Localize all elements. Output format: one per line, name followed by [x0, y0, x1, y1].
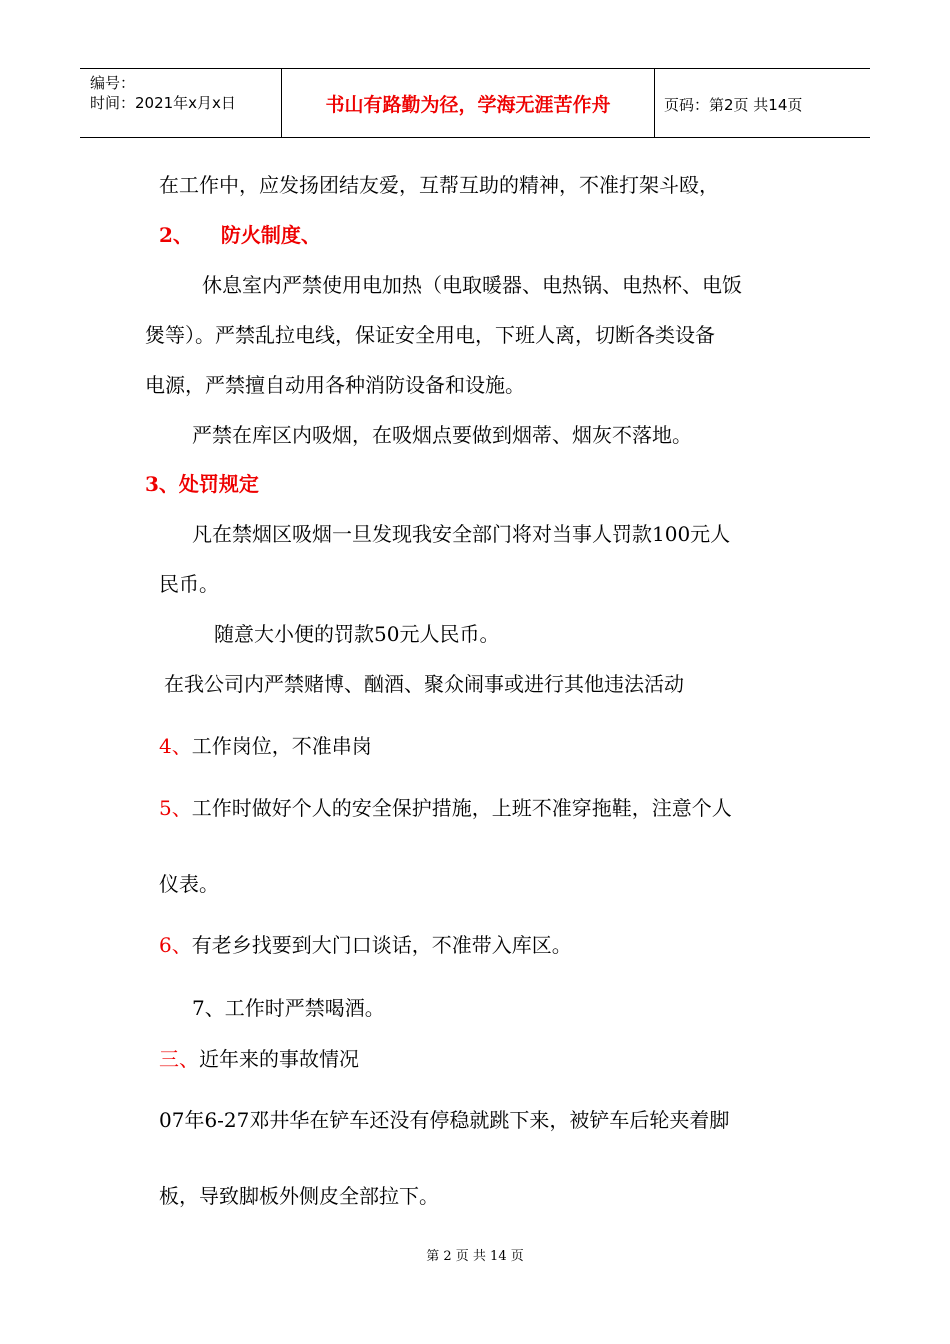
section-title: 防火制度、 [220, 223, 321, 247]
time-label: 时间：2021年x月x日 [90, 94, 236, 112]
text-line: 民币。 [159, 572, 219, 596]
section-heading-accidents [159, 1046, 359, 1072]
header-divider [654, 69, 655, 137]
list-item-7: 7、工作时严禁喝酒。 [192, 996, 385, 1020]
header-page-label: 页码：第2页 共14页 [664, 96, 803, 114]
item-text: 工作时做好个人的安全保护措施，上班不准穿拖鞋，注意个人 [191, 796, 732, 820]
section-heading-penalty: 3、处罚规定 [145, 472, 259, 496]
item-text: 工作岗位，不准串岗 [191, 734, 372, 758]
text-line: 煲等）。严禁乱拉电线，保证安全用电，下班人离，切断各类设备 [145, 323, 715, 347]
item-number: 5、 [159, 796, 192, 820]
section-number: 2、 [159, 223, 193, 247]
text-line: 电源，严禁擅自动用各种消防设备和设施。 [145, 373, 525, 397]
item-text: 有老乡找要到大门口谈话，不准带入库区。 [191, 933, 572, 957]
text-line: 休息室内严禁使用电加热（电取暖器、电热锅、电热杯、电饭 [202, 273, 742, 297]
item-number: 4、 [159, 734, 192, 758]
list-item-5 [159, 795, 732, 821]
item-number: 6、 [159, 933, 192, 957]
text-line: 在我公司内严禁赌博、酗酒、聚众闹事或进行其他违法活动 [164, 672, 684, 696]
header-meta [90, 73, 236, 113]
text-line: 凡在禁烟区吸烟一旦发现我安全部门将对当事人罚款100元人 [192, 522, 731, 546]
header-motto: 书山有路勤为径，学海无涯苦作舟 [325, 93, 611, 116]
text-line: 板，导致脚板外侧皮全部拉下。 [159, 1184, 439, 1208]
text-line: 仪表。 [159, 872, 219, 896]
text-line: 随意大小便的罚款50元人民币。 [214, 622, 500, 646]
page-header [80, 68, 870, 138]
section-title: 近年来的事故情况 [199, 1047, 359, 1071]
section-heading-fire [159, 222, 321, 248]
page-footer: 第 2 页 共 14 页 [426, 1249, 524, 1264]
number-label: 编号： [90, 74, 136, 92]
text-line: 严禁在库区内吸烟，在吸烟点要做到烟蒂、烟灰不落地。 [192, 423, 692, 447]
list-item-4 [159, 733, 372, 759]
section-number: 三、 [159, 1047, 199, 1071]
text-line: 在工作中，应发扬团结友爱，互帮互助的精神，不准打架斗殴， [159, 173, 719, 197]
list-item-6 [159, 932, 572, 958]
text-line: 07年6-27邓井华在铲车还没有停稳就跳下来，被铲车后轮夹着脚 [159, 1108, 730, 1132]
